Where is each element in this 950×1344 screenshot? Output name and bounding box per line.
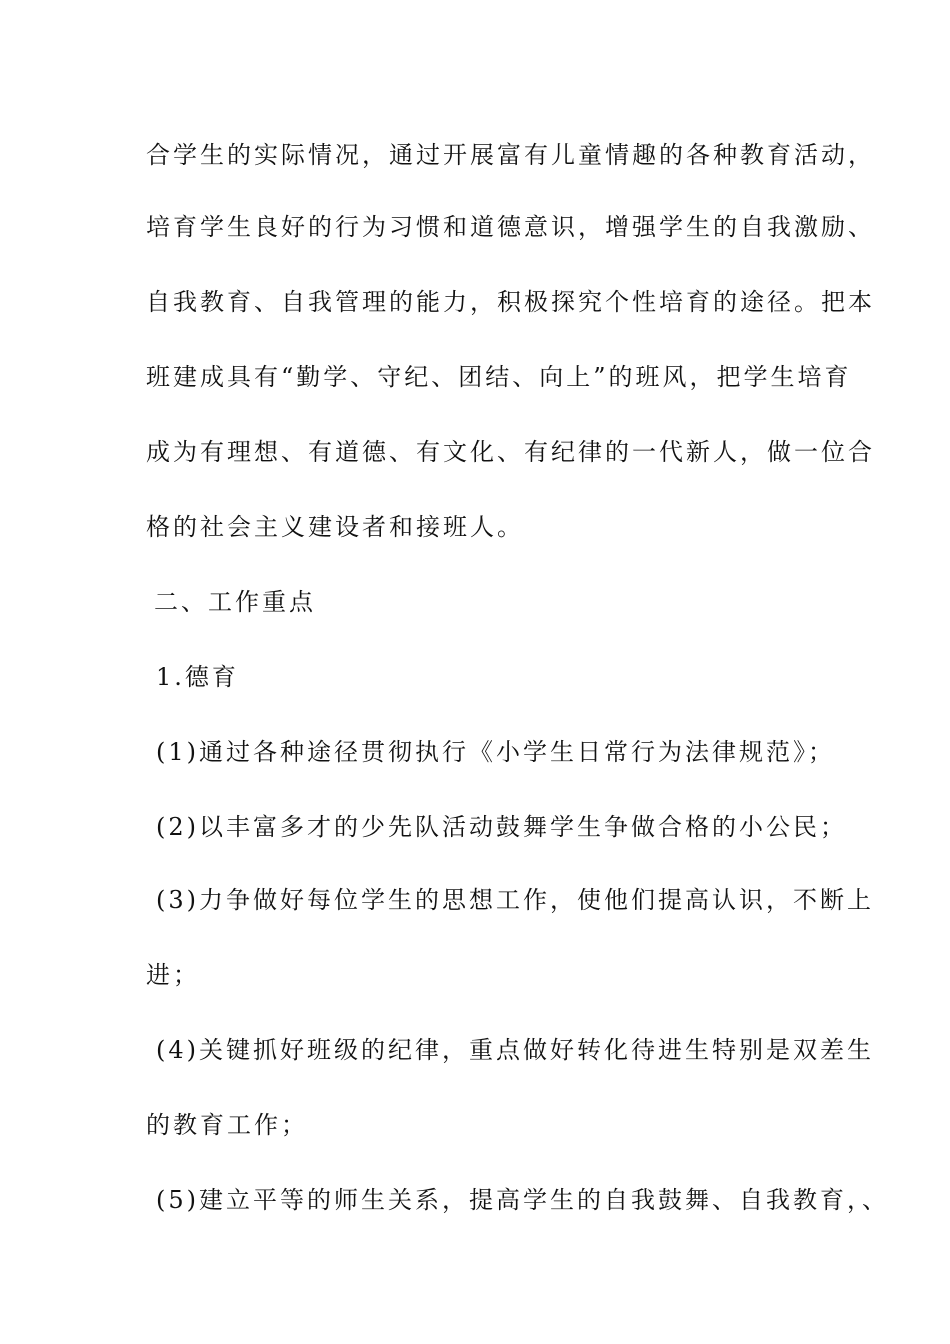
list-item: (5)建立平等的师生关系，提高学生的自我鼓舞、自我教育，、 [156,1186,889,1214]
paragraph-line: 格的社会主义建设者和接班人。 [146,513,524,541]
list-item: (1)通过各种途径贯彻执行《小学生日常行为法律规范》； [156,738,835,766]
list-item: (2)以丰富多才的少先队活动鼓舞学生争做合格的小公民； [156,813,847,841]
subsection-heading: 1.德育 [156,663,239,691]
paragraph-line: 培育学生良好的行为习惯和道德意识，增强学生的自我激励、 [146,213,875,241]
paragraph-line: 成为有理想、有道德、有文化、有纪律的一代新人，做一位合 [146,438,875,466]
list-item: (4)关键抓好班级的纪律，重点做好转化待进生特别是双差生 [156,1036,874,1064]
paragraph-line: 自我教育、自我管理的能力，积极探究个性培育的途径。把本 [146,288,875,316]
section-heading: 二、工作重点 [154,588,316,616]
paragraph-line: 合学生的实际情况，通过开展富有儿童情趣的各种教育活动， [146,141,875,169]
list-item-continuation: 的教育工作； [146,1111,308,1139]
list-item-continuation: 进； [146,961,200,989]
paragraph-line: 班建成具有“勤学、守纪、团结、向上”的班风，把学生培育 [146,363,852,391]
list-item: (3)力争做好每位学生的思想工作，使他们提高认识，不断上 [156,886,874,914]
